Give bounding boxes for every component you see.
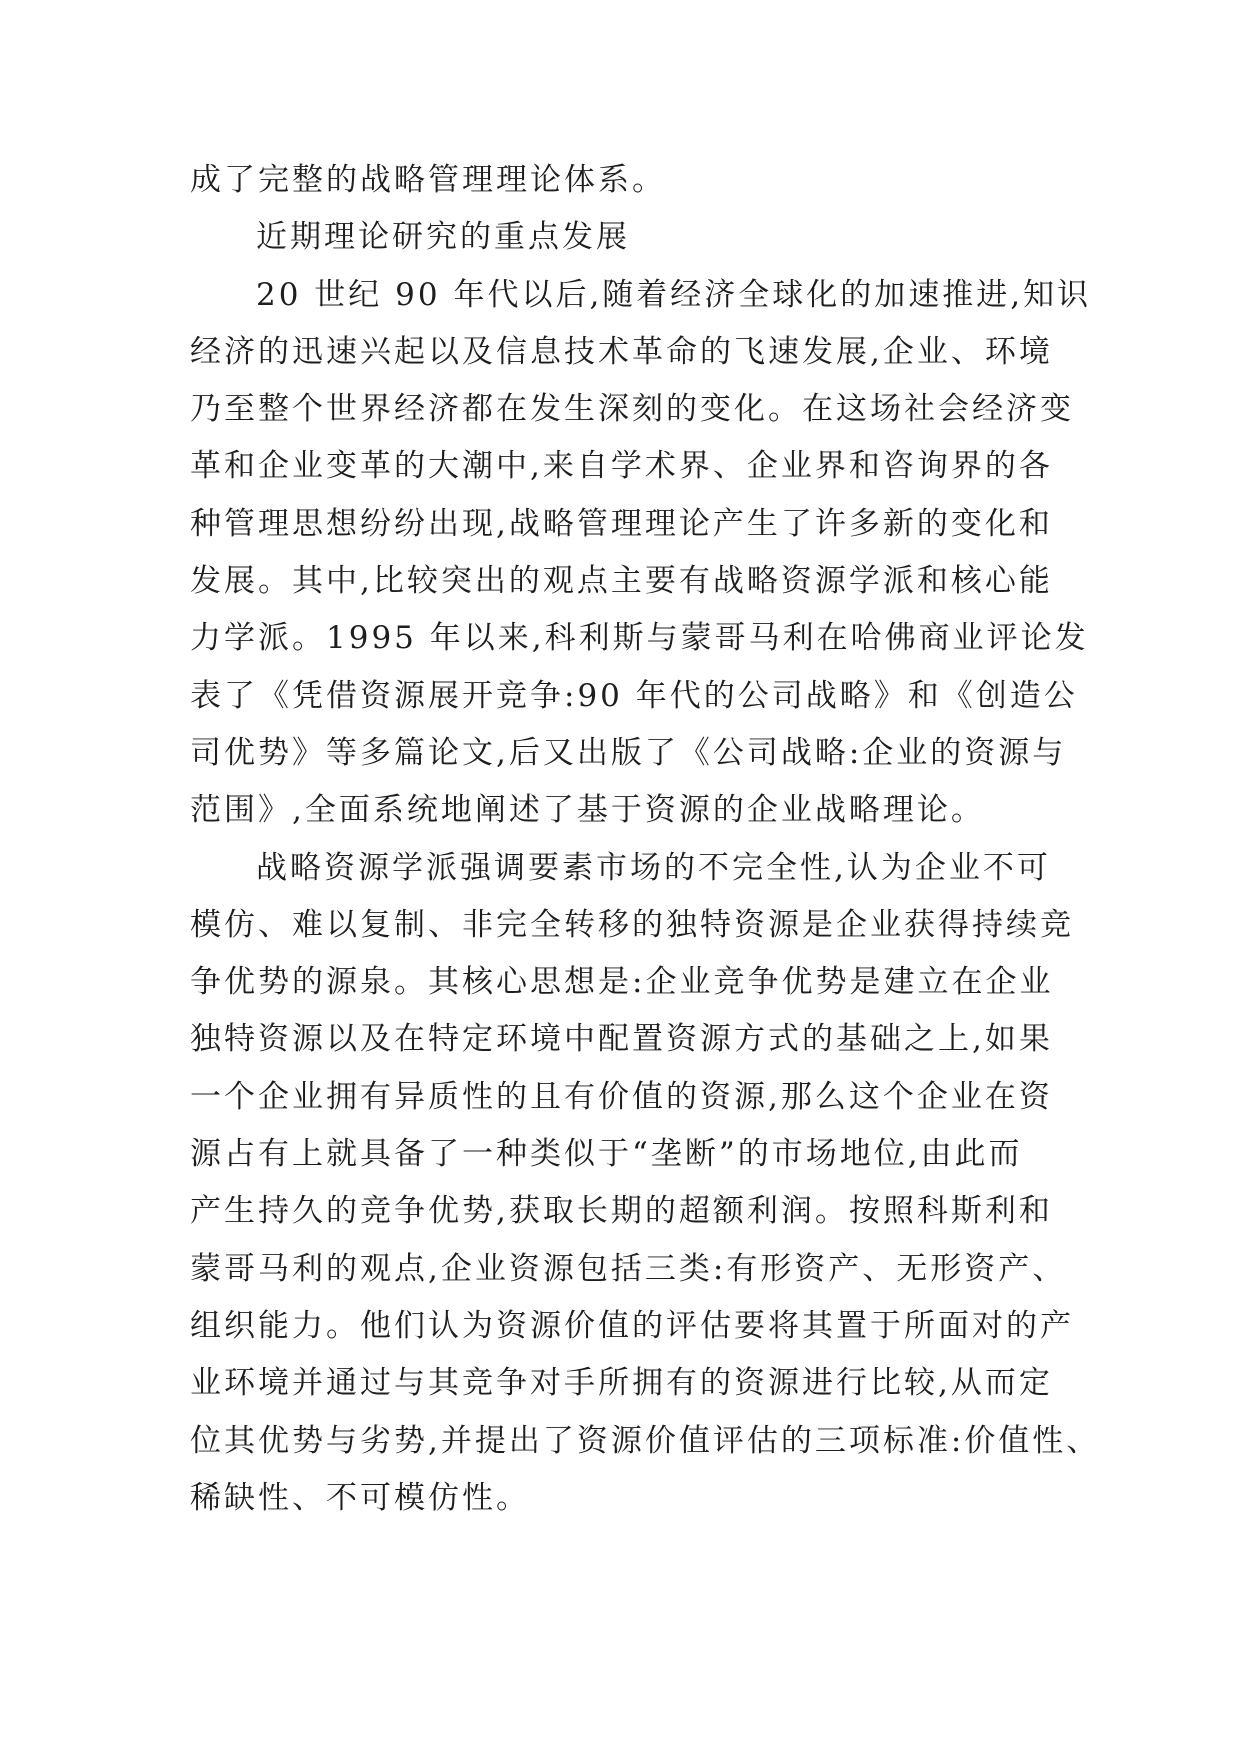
text-line: 独特资源以及在特定环境中配置资源方式的基础之上,如果 xyxy=(190,1021,1053,1058)
text-line: 争优势的源泉。其核心思想是:企业竞争优势是建立在企业 xyxy=(190,964,1054,1001)
text-line: 组织能力。他们认为资源价值的评估要将其置于所面对的产 xyxy=(190,1307,1074,1344)
text-line: 经济的迅速兴起以及信息技术革命的飞速发展,企业、环境 xyxy=(190,333,1053,370)
text-line: 战略资源学派强调要素市场的不完全性,认为企业不可 xyxy=(256,849,1051,886)
text-line: 模仿、难以复制、非完全转移的独特资源是企业获得持续竞 xyxy=(190,906,1074,943)
text-line: 发展。其中,比较突出的观点主要有战略资源学派和核心能 xyxy=(190,563,1053,600)
text-line: 稀缺性、不可模仿性。 xyxy=(190,1479,530,1516)
text-line: 表了《凭借资源展开竞争:90 年代的公司战略》和《创造公 xyxy=(190,677,1078,714)
text-line: 蒙哥马利的观点,企业资源包括三类:有形资产、无形资产、 xyxy=(190,1250,1067,1287)
text-line: 一个企业拥有异质性的且有价值的资源,那么这个企业在资 xyxy=(190,1078,1053,1115)
text-line: 力学派。1995 年以来,科利斯与蒙哥马利在哈佛商业评论发 xyxy=(190,620,1089,657)
text-line: 源占有上就具备了一种类似于“垄断”的市场地位,由此而 xyxy=(190,1136,1023,1173)
text-line: 近期理论研究的重点发展 xyxy=(256,219,630,256)
text-line: 20 世纪 90 年代以后,随着经济全球化的加速推进,知识 xyxy=(256,276,1092,313)
body-text xyxy=(190,152,1101,1527)
text-line: 业环境并通过与其竞争对手所拥有的资源进行比较,从而定 xyxy=(190,1365,1053,1402)
text-line: 成了完整的战略管理理论体系。 xyxy=(190,162,666,198)
text-line: 种管理思想纷纷出现,战略管理理论产生了许多新的变化和 xyxy=(190,505,1053,542)
text-line: 位其优势与劣势,并提出了资源价值评估的三项标准:价值性、 xyxy=(190,1422,1101,1459)
text-line: 产生持久的竞争优势,获取长期的超额利润。按照科斯利和 xyxy=(190,1193,1053,1230)
text-line: 司优势》等多篇论文,后又出版了《公司战略:企业的资源与 xyxy=(190,734,1067,771)
text-line: 范围》,全面系统地阐述了基于资源的企业战略理论。 xyxy=(190,792,985,829)
text-line: 革和企业变革的大潮中,来自学术界、企业界和咨询界的各 xyxy=(190,448,1053,485)
text-line: 乃至整个世界经济都在发生深刻的变化。在这场社会经济变 xyxy=(190,391,1074,428)
